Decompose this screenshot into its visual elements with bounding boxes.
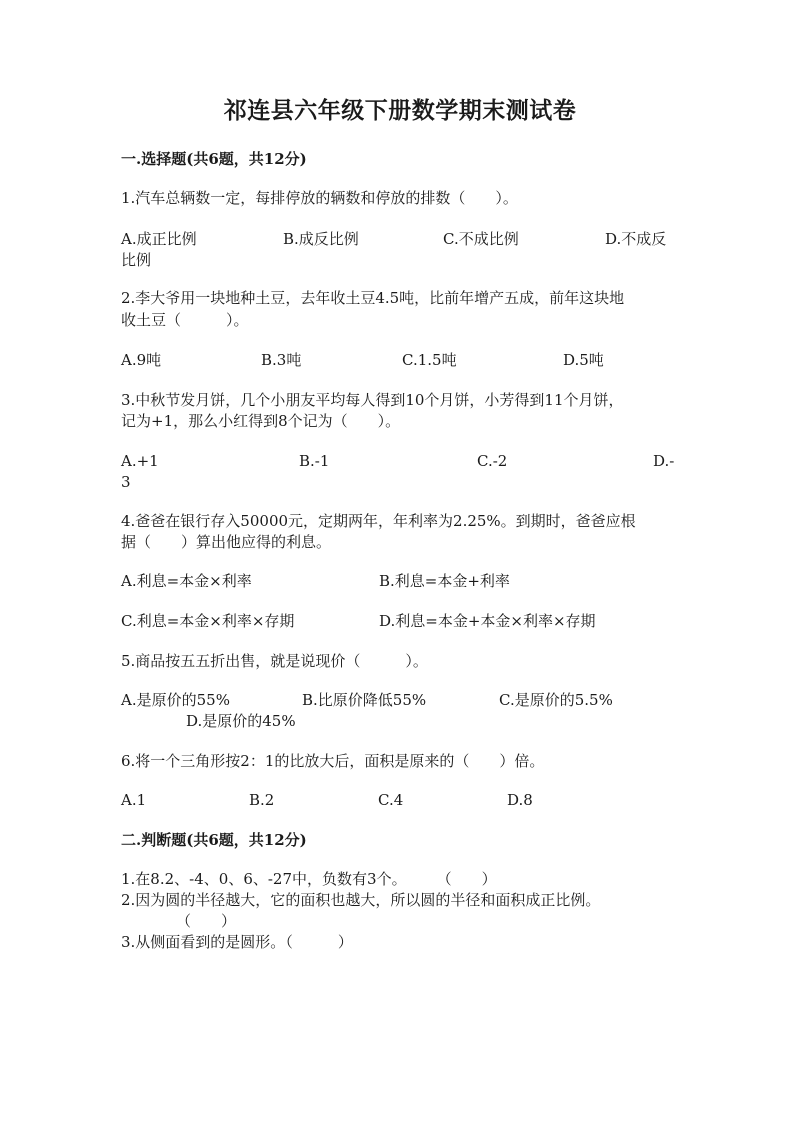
option-b: B.3吨 [261, 351, 302, 369]
question-stem-line: 2.因为圆的半径越大，它的面积也越大，所以圆的半径和面积成正比例。 [121, 891, 601, 909]
question-stem: 3.从侧面看到的是圆形。（ ） [121, 933, 353, 951]
option-b: B.2 [249, 791, 275, 809]
option-b: B.利息=本金+利率 [379, 572, 510, 590]
option-continuation: 3 [121, 473, 131, 491]
question-stem-line: 4.爸爸在银行存入50000元，定期两年，年利率为2.25%。到期时，爸爸应根 [121, 512, 636, 530]
question-stem: 5.商品按五五折出售，就是说现价（ ）。 [121, 652, 428, 670]
option-d: D.利息=本金+本金×利率×存期 [379, 612, 596, 630]
option-c: C.4 [378, 791, 404, 809]
page-title: 祁连县六年级下册数学期末测试卷 [223, 97, 577, 124]
question-stem-line: 3.中秋节发月饼，几个小朋友平均每人得到10个月饼，小芳得到11个月饼， [121, 391, 624, 409]
option-c: C.-2 [477, 452, 508, 470]
question-stem-line: 2.李大爷用一块地种土豆，去年收土豆4.5吨，比前年增产五成，前年这块地 [121, 289, 625, 307]
option-c: C.不成比例 [443, 230, 519, 248]
option-a: A.成正比例 [121, 230, 197, 248]
question-stem: 1.汽车总辆数一定，每排停放的辆数和停放的排数（ ）。 [121, 189, 518, 207]
option-d: D.是原价的45% [186, 712, 296, 730]
option-c: C.利息=本金×利率×存期 [121, 612, 295, 630]
option-a: A.是原价的55% [121, 691, 230, 709]
option-a: A.利息=本金×利率 [121, 572, 252, 590]
option-d: D.5吨 [563, 351, 604, 369]
option-d: D.- [653, 452, 675, 470]
option-a: A.9吨 [121, 351, 162, 369]
option-d: D.8 [507, 791, 533, 809]
option-a: A.1 [121, 791, 147, 809]
option-a: A.+1 [121, 452, 159, 470]
option-continuation: 比例 [121, 251, 152, 269]
option-c: C.是原价的5.5% [499, 691, 613, 709]
option-d: D.不成反 [605, 230, 667, 248]
question-stem-line: 据（ ）算出他应得的利息。 [121, 533, 332, 551]
question-stem-line: 记为+1，那么小红得到8个记为（ ）。 [121, 412, 401, 430]
section-heading-judgment: 二.判断题(共6题，共12分) [121, 831, 307, 849]
answer-blank: （ ） [176, 912, 237, 930]
section-heading-choice: 一.选择题(共6题，共12分) [121, 150, 307, 168]
option-b: B.成反比例 [283, 230, 359, 248]
question-stem-line: 收土豆（ ）。 [121, 311, 249, 329]
option-b: B.-1 [299, 452, 330, 470]
question-stem: 6.将一个三角形按2：1的比放大后，面积是原来的（ ）倍。 [121, 752, 545, 770]
question-stem: 1.在8.2、-4、0、6、-27中，负数有3个。 （ ） [121, 870, 497, 888]
option-b: B.比原价降低55% [302, 691, 427, 709]
option-c: C.1.5吨 [402, 351, 457, 369]
